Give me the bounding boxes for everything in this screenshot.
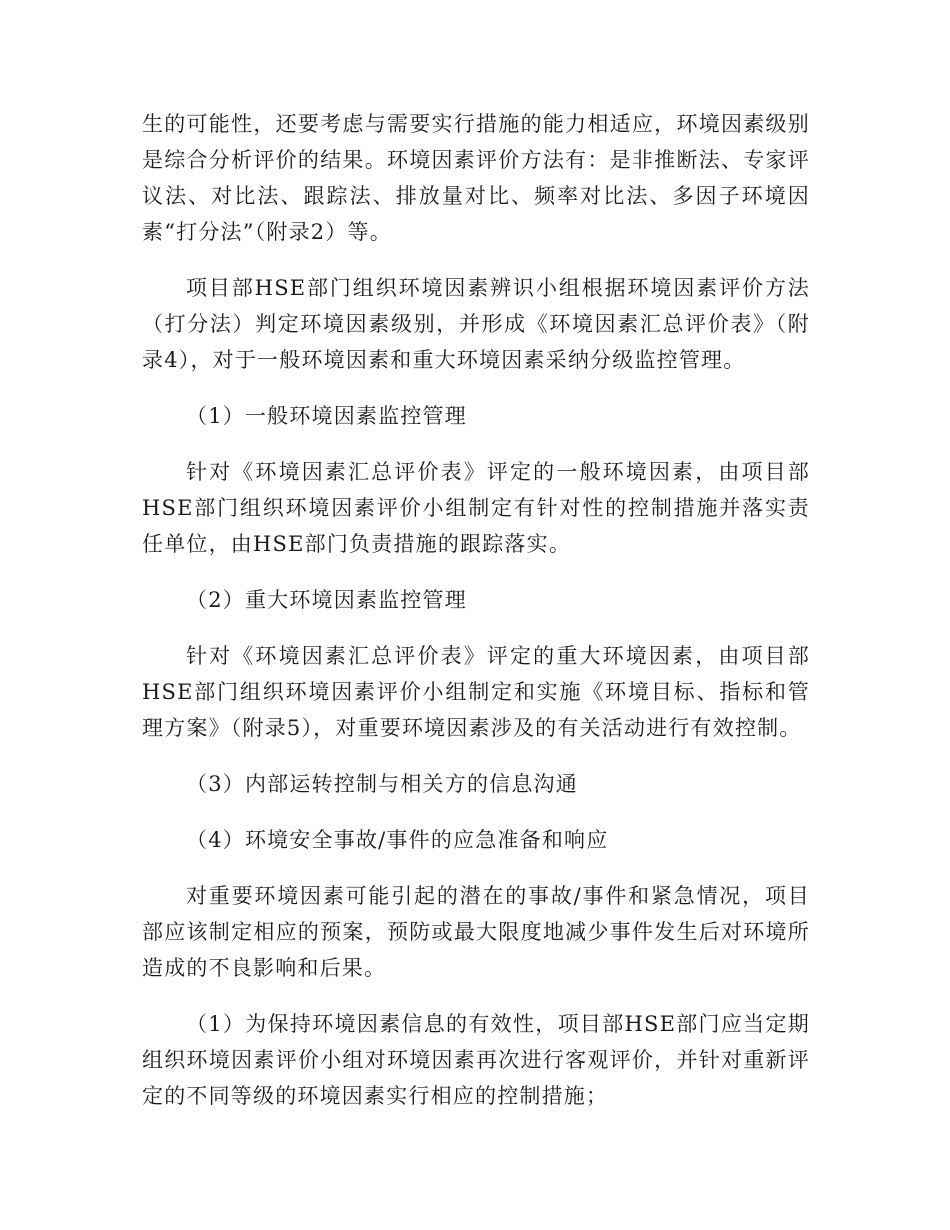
heading-emergency-response: （4）环境安全事故/事件的应急准备和响应: [186, 828, 609, 852]
paragraph-general-factors: 针对《环境因素汇总评价表》评定的一般环境因素，由项目部HSE部门组织环境因素评价小组制定有针对性的控制措施并落实责任单位，由HSE部门负责措施的跟踪落实。: [142, 460, 810, 556]
paragraph-evaluation-methods: 生的可能性，还要考虑与需要实行措施的能力相适应，环境因素级别是综合分析评价的结果。环境因素评价方法有：是非推断法、专家评议法、对比法、跟踪法、排放量对比、频率对比法、多因子环境因素“打分法”（附录2）等。: [142, 112, 810, 244]
heading-major-factors: （2）重大环境因素监控管理: [186, 588, 467, 612]
heading-general-factors: （1）一般环境因素监控管理: [186, 404, 467, 428]
heading-internal-control: （3）内部运转控制与相关方的信息沟通: [186, 772, 578, 796]
paragraph-emergency-plan: 对重要环境因素可能引起的潜在的事故/事件和紧急情况，项目部应该制定相应的预案，预防或最大限度地减少事件发生后对环境所造成的不良影响和后果。: [142, 884, 810, 980]
paragraph-grading: 项目部HSE部门组织环境因素辨识小组根据环境因素评价方法（打分法）判定环境因素级别，并形成《环境因素汇总评价表》（附录4），对于一般环境因素和重大环境因素采纳分级监控管理。: [142, 276, 810, 372]
paragraph-major-factors: 针对《环境因素汇总评价表》评定的重大环境因素，由项目部HSE部门组织环境因素评价小组制定和实施《环境目标、指标和管理方案》（附录5），对重要环境因素涉及的有关活动进行有效控制。: [142, 644, 810, 740]
paragraph-periodic-review: （1）为保持环境因素信息的有效性，项目部HSE部门应当定期组织环境因素评价小组对环境因素再次进行客观评价，并针对重新评定的不同等级的环境因素实行相应的控制措施；: [142, 1012, 810, 1108]
